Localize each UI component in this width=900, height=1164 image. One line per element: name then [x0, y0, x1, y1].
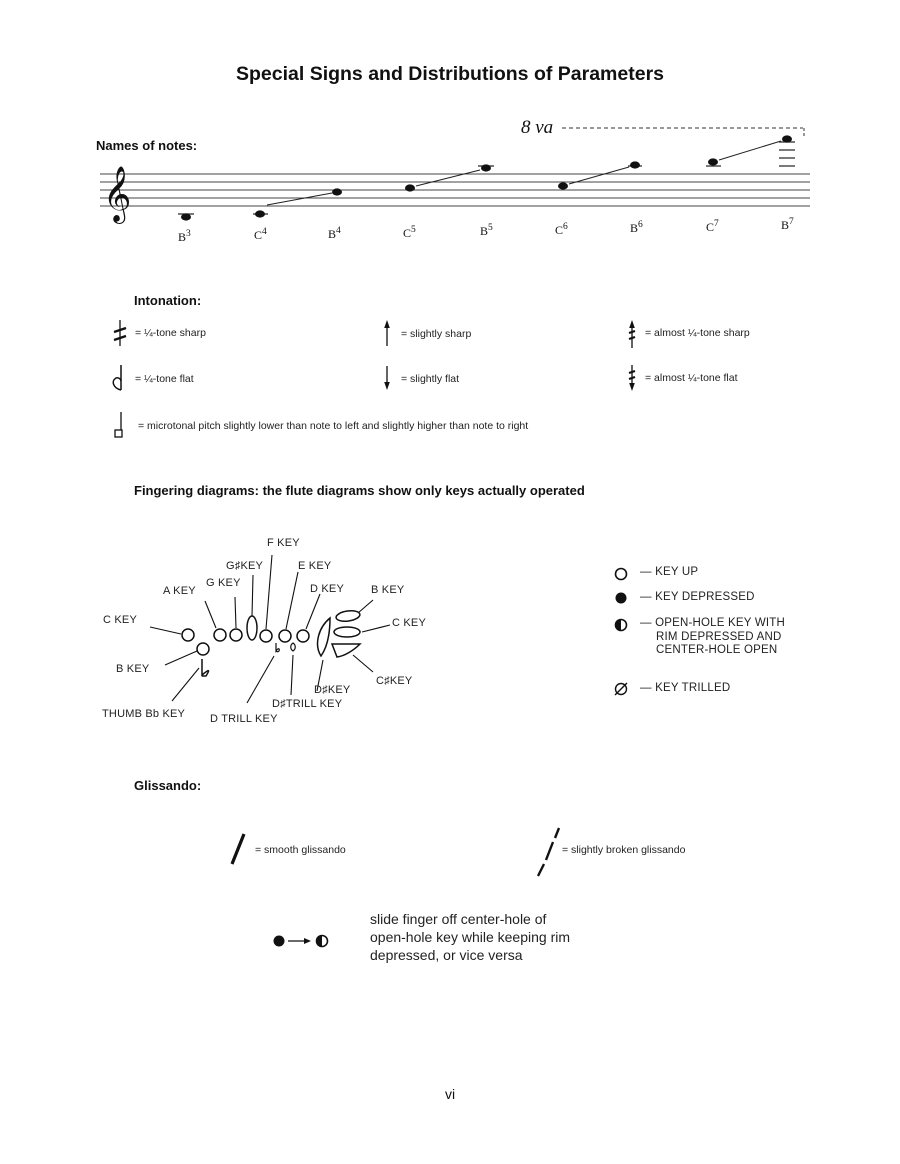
d-trill-key-label: D TRILL KEY	[210, 713, 278, 725]
quarter-tone-sharp-label: = ¼-tone sharp	[135, 327, 206, 339]
g-sharp-key-label: G♯KEY	[226, 560, 264, 572]
c-sharp-key-label: C♯KEY	[376, 675, 413, 687]
thumb-bb-key-label: THUMB Bb KEY	[102, 708, 186, 720]
smooth-glissando-icon	[232, 834, 244, 864]
c-key-right-label: C KEY	[392, 617, 427, 629]
b-key-top-label: B KEY	[371, 584, 405, 596]
almost-quarter-tone-sharp-label: = almost ¼-tone sharp	[645, 327, 750, 339]
slide-finger-description: slide finger off center-hole of open-hole key while keeping rim depressed, or vice versa	[370, 911, 570, 963]
g-key-label: G KEY	[206, 577, 241, 589]
open-hole-key-half-icon	[317, 936, 328, 947]
page-number: vi	[444, 1086, 456, 1102]
broken-glissando-icon	[538, 828, 559, 876]
d-key-label: D KEY	[310, 583, 345, 595]
intonation-heading: Intonation:	[134, 293, 202, 308]
f-key-label: F KEY	[267, 537, 300, 549]
names-of-notes-heading: Names of notes:	[96, 138, 198, 153]
key-depressed-label: — KEY DEPRESSED	[640, 591, 755, 603]
note-name-b4: $B^4$	[328, 226, 341, 241]
e-key-label: E KEY	[298, 560, 332, 572]
ottava-marking: 8 va	[521, 117, 554, 138]
almost-quarter-tone-flat-label: = almost ¼-tone flat	[645, 372, 738, 384]
note-name-c4: $C^4$	[254, 227, 267, 242]
b-key-left-label: B KEY	[116, 663, 150, 675]
microtonal-pitch-label: = microtonal pitch slightly lower than note to left and slightly higher than note to right	[138, 420, 529, 432]
fingering-heading: Fingering diagrams: the flute diagrams show only keys actually operated	[134, 483, 585, 498]
quarter-tone-flat-label: = ¼-tone flat	[135, 373, 194, 385]
key-trilled-label: — KEY TRILLED	[640, 682, 731, 694]
slightly-sharp-label: = slightly sharp	[401, 328, 472, 340]
note-name-c5: $C^5$	[403, 225, 416, 240]
glissando-heading: Glissando:	[134, 778, 202, 793]
a-key-label: A KEY	[163, 585, 196, 597]
note-name-c7: $C^7$	[706, 219, 719, 234]
note-name-b5: $B^5$	[480, 223, 493, 238]
note-name-b7: $B^7$	[781, 217, 794, 232]
d-sharp-trill-key-label: D♯TRILL KEY	[272, 698, 343, 710]
note-name-b3: $B^3$	[178, 229, 191, 244]
treble-clef-icon: 𝄞	[103, 166, 132, 222]
key-up-label: — KEY UP	[640, 566, 699, 578]
page-title: Special Signs and Distributions of Parameters	[235, 63, 665, 85]
note-name-b6: $B^6$	[630, 220, 643, 235]
smooth-glissando-label: = smooth glissando	[255, 844, 346, 856]
arrow-right-icon	[304, 938, 311, 944]
broken-glissando-label: = slightly broken glissando	[562, 844, 686, 856]
depressed-key-icon	[274, 936, 285, 947]
note-name-c6: $C^6$	[555, 222, 568, 237]
slightly-flat-label: = slightly flat	[401, 373, 460, 385]
c-key-left-label: C KEY	[103, 614, 138, 626]
open-hole-key-label: — OPEN-HOLE KEY WITH RIM DEPRESSED AND CENTER-HOLE OPEN	[640, 617, 786, 656]
d-sharp-key-label: D♯KEY	[314, 684, 351, 696]
